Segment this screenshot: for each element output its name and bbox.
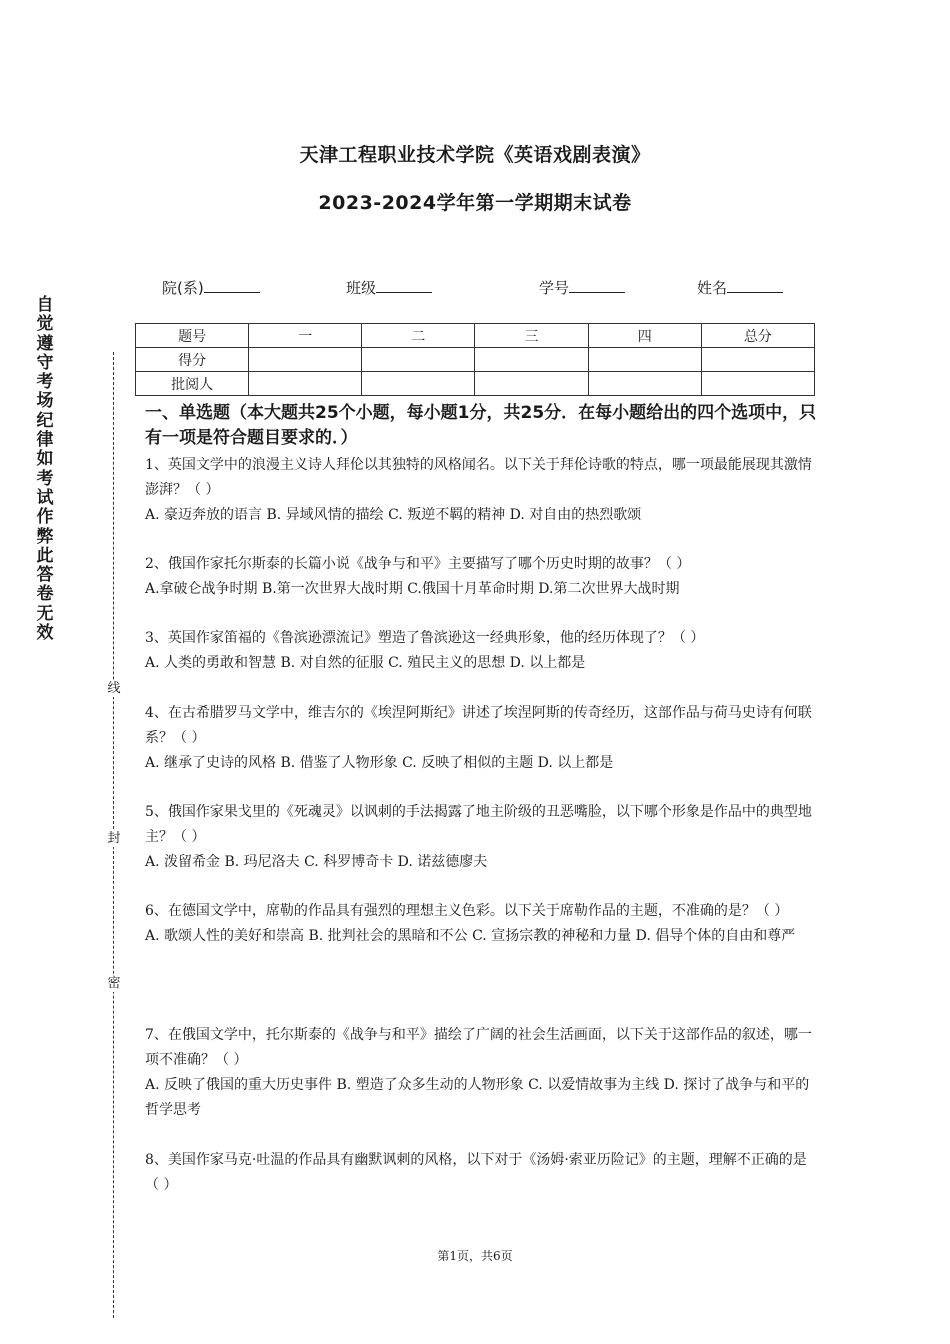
question-options: A. 豪迈奔放的语言 B. 异域风情的描绘 C. 叛逆不羁的精神 D. 对自由的热烈歌颂 xyxy=(145,507,642,523)
question-options: A.拿破仑战争时期 B.第一次世界大战时期 C.俄国十月革命时期 D.第二次世界大战时期 xyxy=(145,581,680,597)
binding-mark-seal: 封 xyxy=(107,831,121,846)
score-cell[interactable] xyxy=(588,348,701,372)
score-header-cell: 四 xyxy=(588,324,701,348)
question-stem: 1、英国文学中的浪漫主义诗人拜伦以其独特的风格闻名。以下关于拜伦诗歌的特点，哪一项最能展现其激情澎湃？（ ） xyxy=(145,457,812,498)
score-row xyxy=(136,348,815,372)
student-id-blank[interactable] xyxy=(569,278,625,293)
class-field[interactable] xyxy=(346,277,432,298)
score-row-label: 得分 xyxy=(136,348,249,372)
question-stem: 5、俄国作家果戈里的《死魂灵》以讽刺的手法揭露了地主阶级的丑恶嘴脸，以下哪个形象是作品中的典型地主？（ ） xyxy=(145,804,812,845)
score-header-cell: 总分 xyxy=(701,324,814,348)
exam-title-line1: 天津工程职业技术学院《英语戏剧表演》 xyxy=(299,144,651,166)
page-footer: 第1页，共6页 xyxy=(437,1249,513,1263)
binding-mark-secret: 密 xyxy=(107,976,121,991)
class-label: 班级 xyxy=(346,279,377,297)
grader-row-label: 批阅人 xyxy=(136,372,249,396)
question-options: A. 人类的勇敢和智慧 B. 对自然的征服 C. 殖民主义的思想 D. 以上都是 xyxy=(145,655,586,671)
score-cell[interactable] xyxy=(362,348,475,372)
question-6 xyxy=(145,899,817,949)
score-cell[interactable] xyxy=(249,348,362,372)
class-blank[interactable] xyxy=(376,278,432,293)
score-cell[interactable] xyxy=(475,348,588,372)
grader-cell[interactable] xyxy=(701,372,814,396)
question-8 xyxy=(145,1148,817,1198)
question-stem: 7、在俄国文学中，托尔斯泰的《战争与和平》描绘了广阔的社会生活画面，以下关于这部作品的叙述，哪一项不准确？（ ） xyxy=(145,1027,812,1068)
question-stem: 3、英国作家笛福的《鲁滨逊漂流记》塑造了鲁滨逊这一经典形象，他的经历体现了？（ ） xyxy=(145,630,705,646)
name-blank[interactable] xyxy=(727,278,783,293)
question-options: A. 反映了俄国的重大历史事件 B. 塑造了众多生动的人物形象 C. 以爱情故事为主线 D. 探讨了战争与和平的哲学思考 xyxy=(145,1077,810,1118)
question-stem: 6、在德国文学中，席勒的作品具有强烈的理想主义色彩。以下关于席勒作品的主题，不准确的是？（ ） xyxy=(145,903,789,919)
question-1 xyxy=(145,453,817,528)
question-5 xyxy=(145,800,817,875)
grader-cell[interactable] xyxy=(588,372,701,396)
grader-cell[interactable] xyxy=(249,372,362,396)
question-stem: 8、美国作家马克·吐温的作品具有幽默讽刺的风格，以下对于《汤姆·索亚历险记》的主题，理解不正确的是（ ） xyxy=(145,1152,807,1193)
section-heading: 一、单选题（本大题共25个小题，每小题1分，共25分．在每小题给出的四个选项中，只有一项是符合题目要求的．） xyxy=(145,403,817,448)
question-3 xyxy=(145,626,817,676)
question-options: A. 继承了史诗的风格 B. 借鉴了人物形象 C. 反映了相似的主题 D. 以上都是 xyxy=(145,755,614,771)
name-field[interactable] xyxy=(697,277,783,298)
question-4 xyxy=(145,701,817,776)
score-table-header-row xyxy=(136,324,815,348)
dept-field[interactable] xyxy=(162,277,260,298)
grader-cell[interactable] xyxy=(475,372,588,396)
score-header-cell: 三 xyxy=(475,324,588,348)
student-id-field[interactable] xyxy=(539,277,625,298)
name-label: 姓名 xyxy=(697,279,728,297)
question-options: A. 歌颂人性的美好和崇高 B. 批判社会的黑暗和不公 C. 宣扬宗教的神秘和力量 D. 倡导个体的自由和尊严 xyxy=(145,928,796,944)
dept-label: 院(系) xyxy=(162,279,204,297)
score-header-cell: 题号 xyxy=(136,324,249,348)
score-cell[interactable] xyxy=(701,348,814,372)
question-2 xyxy=(145,552,817,602)
score-header-cell: 一 xyxy=(249,324,362,348)
exam-title-line2: 2023-2024学年第一学期期末试卷 xyxy=(318,192,632,214)
grader-row xyxy=(136,372,815,396)
binding-mark-line: 线 xyxy=(107,681,121,696)
student-id-label: 学号 xyxy=(539,279,570,297)
question-7 xyxy=(145,1023,817,1123)
side-notice: 自觉遵守考场纪律如考试作弊此答卷无效 xyxy=(36,295,54,644)
grader-cell[interactable] xyxy=(362,372,475,396)
score-table xyxy=(135,323,815,396)
question-stem: 4、在古希腊罗马文学中，维吉尔的《埃涅阿斯纪》讲述了埃涅阿斯的传奇经历，这部作品与荷马史诗有何联系？（ ） xyxy=(145,705,812,746)
dept-blank[interactable] xyxy=(204,278,260,293)
question-stem: 2、俄国作家托尔斯泰的长篇小说《战争与和平》主要描写了哪个历史时期的故事？（ ） xyxy=(145,556,691,572)
question-options: A. 泼留希金 B. 玛尼洛夫 C. 科罗博奇卡 D. 诺兹德廖夫 xyxy=(145,854,488,870)
score-header-cell: 二 xyxy=(362,324,475,348)
